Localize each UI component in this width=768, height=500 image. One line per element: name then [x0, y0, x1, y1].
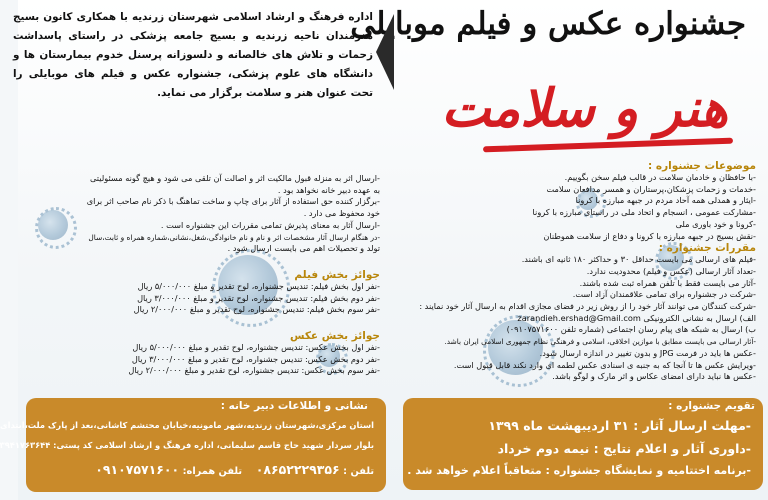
- slogan-logo: [403, 78, 758, 156]
- schedule-panel: [403, 398, 763, 490]
- phone-label: تلفن :: [343, 466, 374, 477]
- topic-item: -خدمات و زحمات پزشکان،پرستاران و همسر مدافعان سلامت: [546, 183, 756, 194]
- photo-prize-item: -نفر دوم بخش عکس: تندیس جشنواره، لوح تقدیر و مبلغ ۳/۰۰۰/۰۰۰ ریال: [131, 353, 380, 364]
- topic-item: -مشارکت عمومی ، انسجام و اتحاد ملی در راستای مبارزه با کرونا: [532, 207, 756, 218]
- film-prize-item: -نفر اول بخش فیلم: تندیس جشنواره، لوح تقدیر و مبلغ ۵/۰۰۰/۰۰۰ ریال: [137, 280, 380, 291]
- mobile-number: ۰۹۱۰۷۵۷۱۶۰۰: [95, 462, 180, 477]
- rule-item: -آثار می بایست فقط با تلفن همراه ثبت شده باشند.: [579, 277, 756, 288]
- general-item: به عهده دبیر خانه نخواهد بود .: [277, 184, 380, 195]
- intro-arrow-icon: [376, 14, 394, 90]
- rule-item: -شرکت در جشنواره برای تمامی علاقمندان آزاد است.: [572, 289, 756, 300]
- general-item: خود محفوظ می دارد .: [303, 208, 380, 219]
- photo-prizes-heading: جوائز بخش عکس: [289, 330, 380, 343]
- slogan-swash: [483, 138, 733, 153]
- topics-heading: موضوعات جشنواره :: [648, 160, 756, 172]
- rule-item: -فیلم های ارسالی می بایست حداقل ۳۰ و حداکثر ۱۸۰ ثانیه ای باشند.: [521, 254, 756, 265]
- contact-heading: نشانی و اطلاعات دبیر خانه :: [220, 400, 368, 412]
- schedule-item: -مهلت ارسال آثار : ۳۱ اردیبهشت ماه ۱۳۹۹: [488, 418, 751, 433]
- topic-item: -نقش بسیج در جبهه مبارزه با کرونا و دفاع از سلامت هموطنان: [543, 230, 756, 241]
- general-and-prizes: [30, 173, 380, 377]
- rules-heading: مقررات جشنواره :: [658, 242, 756, 255]
- general-item: -ارسال اثر به منزله قبول مالکیت اثر و اصالت آن تلقی می شود و هیچ گونه مسئولیتی: [89, 173, 380, 183]
- slogan-text: هنر و سلامت: [441, 78, 728, 139]
- film-prizes-heading: جوائز بخش فیلم: [294, 268, 380, 281]
- film-prize-item: -نفر دوم بخش فیلم: تندیس جشنواره، لوح تقدیر و مبلغ ۳/۰۰۰/۰۰۰ ریال: [137, 292, 380, 303]
- rule-item: -عکس ها نباید دارای امضای عکاس و اثر مارک و لوگو باشد.: [552, 371, 756, 382]
- general-item: تولد و تحصیلات اهم می بایست ارسال شود .: [227, 243, 380, 254]
- rule-item: -تعداد آثار ارسالی (عکس و فیلم) محدودیت ندارد.: [586, 265, 756, 276]
- topic-item: -ایثار و همدلی همه آحاد مردم در جبهه مبارزه با کرونا: [575, 195, 756, 206]
- address-line: استان مرکزی،شهرستان زرندیه،شهر مامونیه،خیابان محتشم کاشانی،بعد از پارک ملت،ابتدای: [0, 420, 374, 430]
- intro-paragraph: اداره فرهنگ و ارشاد اسلامی شهرستان زرندیه با همکاری کانون بسیج هنرمندان ناحیه زرندیه و بسیج جامعه پزشکی در راستای پاسداشت زحمات و تلاش های خالصانه و دلسوزانه پرسنل خدوم بیمارستان ها و دانشگاه های علوم پزشکی، جشنواره عکس و فیلم های موبایلی را تحت عنوان هنر و سلامت برگزار می نماید.: [13, 11, 373, 99]
- general-item: -در هنگام ارسال آثار مشخصات اثر و نام و نام خانوادگی،شغل،نشانی،شماره همراه و ثابت،سال: [88, 232, 380, 242]
- contact-panel: [0, 398, 386, 492]
- general-item: -ارسال آثار به معنای پذیرش تمامی مقررات این جشنواره است .: [160, 219, 380, 230]
- topic-item: -کرونا و خود باوری ملی: [675, 218, 756, 229]
- rule-item: -شرکت کنندگان می توانند آثار خود را از روش زیر در فضای مجازی اقدام به ارسال آثار خود نمایند :: [419, 301, 756, 312]
- address-line: بلوار سردار شهید حاج قاسم سلیمانی، اداره فرهنگ و ارشاد اسلامی کد پستی: ۳۹۴۱۷۶۳۶۴۴: [0, 440, 374, 450]
- rule-item: ب) ارسال به شبکه های پیام رسان اجتماعی (شماره تلفن ۰۹۱۰۷۵۷۱۶۰۰): [506, 324, 756, 335]
- rule-item: -عکس ها باید در فرمت JPG و بدون تغییر در اندازه ارسال شود.: [539, 347, 756, 358]
- schedule-item: -داوری آثار و اعلام نتایج : نیمه دوم خرداد: [497, 441, 751, 456]
- photo-prize-item: -نفر اول بخش عکس: تندیس جشنواره، لوح تقدیر و مبلغ ۵/۰۰۰/۰۰۰ ریال: [132, 342, 380, 353]
- phone-number: ۰۸۶۵۲۲۲۹۳۵۶: [255, 462, 340, 477]
- schedule-item: -برنامه اختتامیه و نمایشگاه جشنواره : متعاقباً اعلام خواهد شد .: [407, 464, 751, 477]
- topics-and-rules: [401, 160, 756, 383]
- rule-item: -آثار ارسالی می بایست مطابق با موازین اخلاقی، اسلامی و فرهنگی نظام جمهوری اسلامی ایران باشد.: [444, 337, 756, 347]
- mobile-label: تلفن همراه:: [182, 466, 243, 477]
- film-prize-item: -نفر سوم بخش فیلم: تندیس جشنواره، لوح تقدیر و مبلغ ۲/۰۰۰/۰۰۰ ریال: [133, 304, 380, 315]
- festival-title: جشنواره عکس و فیلم موبایلی: [350, 6, 746, 42]
- rule-item: -ویرایش عکس ها تا آنجا که به جنبه ی اسنادی عکس لطمه ای وارد نکند قابل قبول است.: [453, 359, 756, 370]
- phone-row: [95, 462, 374, 477]
- rule-item: الف) ارسال به نشانی الکترونیکی zarandieh.ershad@Gmail.com: [517, 312, 756, 323]
- general-item: -برگزار کننده حق استفاده از آثار برای چاپ و ساخت تماهنگ با ذکر نام صاحب اثر برای: [86, 196, 380, 207]
- photo-prize-item: -نفر سوم بخش عکس: تندیس جشنواره، لوح تقدیر و مبلغ ۲/۰۰۰/۰۰۰ ریال: [128, 365, 380, 376]
- schedule-heading: تقویم جشنواره :: [668, 400, 755, 412]
- topic-item: -با حافظان و خادمان سلامت در قالب فیلم سخن بگوییم.: [564, 172, 756, 182]
